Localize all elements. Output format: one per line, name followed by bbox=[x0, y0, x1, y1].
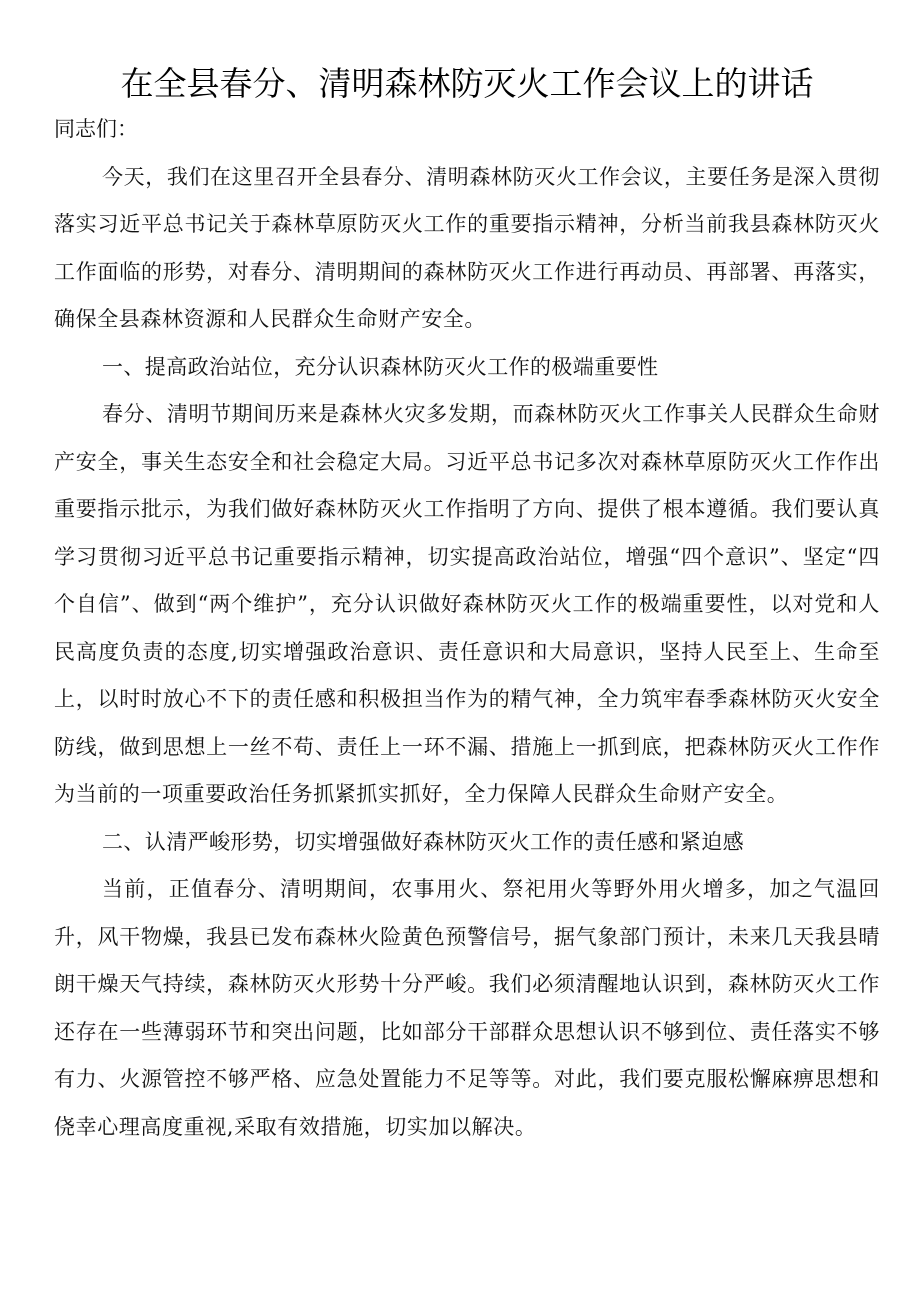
intro-paragraph: 今天，我们在这里召开全县春分、清明森林防灭火工作会议，主要任务是深入贯彻落实习近平总书记关于森林草原防灭火工作的重要指示精神，分析当前我县森林防灭火工作面临的形势，对春分、清明期间的森林防灭火工作进行再动员、再部署、再落实，确保全县森林资源和人民群众生命财产安全。 bbox=[54, 164, 880, 331]
section1-heading: 一、提高政治站位，充分认识森林防灭火工作的极端重要性 bbox=[102, 354, 659, 379]
section2-paragraph: 当前，正值春分、清明期间，农事用火、祭祀用火等野外用火增多，加之气温回升，风干物燥，我县已发布森林火险黄色预警信号，据气象部门预计，未来几天我县晴朗干燥天气持续，森林防灭火形势十分严峻。我们必须清醒地认识到，森林防灭火工作还存在一些薄弱环节和突出问题，比如部分干部群众思想认识不够到位、责任落实不够有力、火源管控不够严格、应急处置能力不足等等。对此，我们要克服松懈麻痹思想和侥幸心理高度重视,采取有效措施，切实加以解决。 bbox=[54, 877, 880, 1139]
salutation: 同志们： bbox=[54, 117, 138, 141]
document-page bbox=[54, 58, 880, 1151]
section1-paragraph: 春分、清明节期间历来是森林火灾多发期，而森林防灭火工作事关人民群众生命财产安全，事关生态安全和社会稳定大局。习近平总书记多次对森林草原防灭火工作作出重要指示批示，为我们做好森林防灭火工作指明了方向、提供了根本遵循。我们要认真学习贯彻习近平总书记重要指示精神，切实提高政治站位，增强“四个意识”、坚定“四个自信”、做到“两个维护”，充分认识做好森林防灭火工作的极端重要性，以对党和人民高度负责的态度,切实增强政治意识、责任意识和大局意识，坚持人民至上、生命至上，以时时放心不下的责任感和积极担当作为的精气神，全力筑牢春季森林防灭火安全防线，做到思想上一丝不苟、责任上一环不漏、措施上一抓到底，把森林防灭火工作作为当前的一项重要政治任务抓紧抓实抓好，全力保障人民群众生命财产安全。 bbox=[54, 402, 880, 806]
section2-heading: 二、认清严峻形势，切实增强做好森林防灭火工作的责任感和紧迫感 bbox=[102, 829, 744, 854]
document-title: 在全县春分、清明森林防灭火工作会议上的讲话 bbox=[120, 64, 814, 103]
